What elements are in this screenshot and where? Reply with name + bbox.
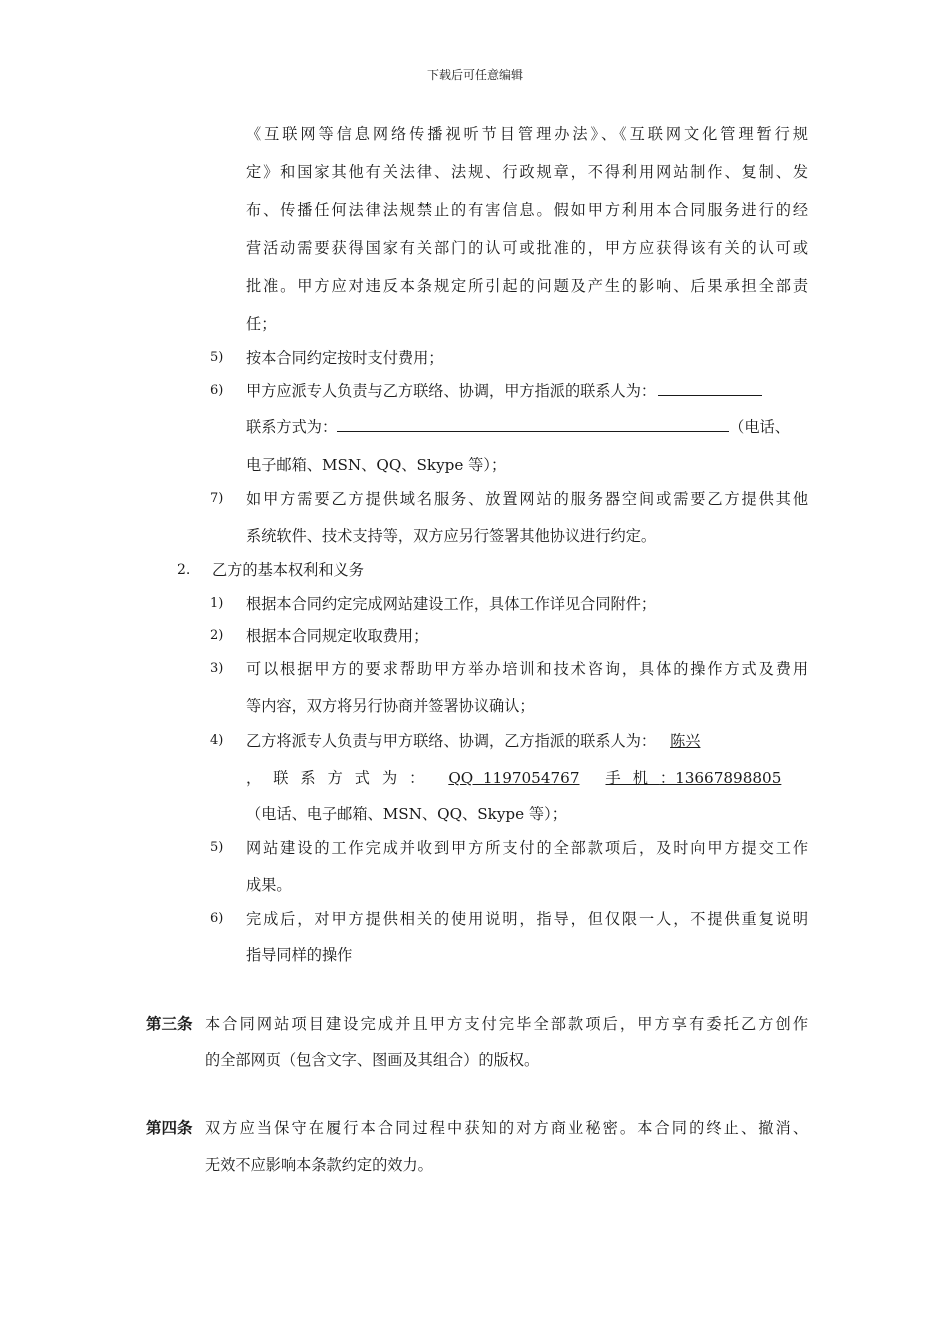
paragraph-line: 布、传播任何法律法规禁止的有害信息。假如甲方利用本合同服务进行的经 <box>246 201 808 219</box>
article-text: 双方应当保守在履行本合同过程中获知的对方商业秘密。本合同的终止、撤消、 <box>205 1119 808 1137</box>
item-number: 3) <box>210 661 224 676</box>
contact-qq: QQ 1197054767 <box>448 769 580 787</box>
contact-label: ，联系方式为： <box>246 769 437 787</box>
section-number: 2. <box>177 562 191 578</box>
paragraph-line: 《互联网等信息网络传播视听节目管理办法》、《互联网文化管理暂行规 <box>246 125 808 143</box>
item-text <box>246 417 808 437</box>
paragraph-line: 批准。甲方应对违反本条规定所引起的问题及产生的影响、后果承担全部责 <box>246 277 808 295</box>
item-text: 根据本合同约定完成网站建设工作，具体工作详见合同附件； <box>246 595 657 613</box>
item-text: 可以根据甲方的要求帮助甲方举办培训和技术咨询，具体的操作方式及费用 <box>246 660 808 678</box>
item-number: 2) <box>210 628 224 643</box>
item-number: 1) <box>210 596 224 611</box>
item-text: 如甲方需要乙方提供域名服务、放置网站的服务器空间或需要乙方提供其他 <box>246 490 808 508</box>
item-text <box>246 731 808 751</box>
article-text: 本合同网站项目建设完成并且甲方支付完毕全部款项后，甲方享有委托乙方创作 <box>205 1015 808 1033</box>
paragraph-line: 任； <box>246 315 277 333</box>
item-text: （电话、电子邮箱、MSN、QQ、Skype 等）； <box>246 805 567 823</box>
contact-person-blank <box>658 381 762 396</box>
contact-method-blank <box>337 417 729 432</box>
item-number: 5) <box>210 350 224 365</box>
article-text: 无效不应影响本条款约定的效力。 <box>205 1156 433 1174</box>
article-text: 的全部网页（包含文字、图画及其组合）的版权。 <box>205 1051 540 1069</box>
item-text <box>246 768 808 788</box>
item-number: 6) <box>210 383 224 398</box>
phone-label: 手机 <box>605 769 660 787</box>
item-text: 按本合同约定按时支付费用； <box>246 349 444 367</box>
item-text: 指导同样的操作 <box>246 946 353 964</box>
contact-label: 联系方式为： <box>246 418 338 436</box>
section-title: 乙方的基本权利和义务 <box>212 561 364 579</box>
article-label: 第四条 <box>146 1119 193 1137</box>
contact-tail: （电话、 <box>729 418 790 436</box>
item-number: 4) <box>210 733 224 748</box>
item-number: 6) <box>210 911 224 926</box>
item-text: 完成后，对甲方提供相关的使用说明，指导，但仅限一人，不提供重复说明 <box>246 910 808 928</box>
article-label: 第三条 <box>146 1015 193 1033</box>
item-text: 等内容，双方将另行协商并签署协议确认； <box>246 697 535 715</box>
item-text-line: 甲方应派专人负责与乙方联络、协调，甲方指派的联系人为： <box>246 382 657 400</box>
item-text <box>246 381 808 401</box>
item-text: 根据本合同规定收取费用； <box>246 627 429 645</box>
paragraph-line: 营活动需要获得国家有关部门的认可或批准的，甲方应获得该有关的认可或 <box>246 239 808 257</box>
item-number: 5) <box>210 840 224 855</box>
item-text: 系统软件、技术支持等，双方应另行签署其他协议进行约定。 <box>246 527 657 545</box>
item-text-line: 乙方将派专人负责与甲方联络、协调，乙方指派的联系人为： <box>246 732 657 750</box>
item-text: 成果。 <box>246 876 292 894</box>
item-number: 7) <box>210 491 224 506</box>
item-text: 网站建设的工作完成并收到甲方所支付的全部款项后，及时向甲方提交工作 <box>246 839 808 857</box>
contact-person-name: 陈兴 <box>670 732 701 750</box>
contact-phone: ：13667898805 <box>659 769 782 787</box>
item-text: 电子邮箱、MSN、QQ、Skype 等）； <box>246 456 507 474</box>
page-header: 下载后可任意编辑 <box>426 68 523 82</box>
paragraph-line: 定》和国家其他有关法律、法规、行政规章，不得利用网站制作、复制、发 <box>246 163 808 181</box>
